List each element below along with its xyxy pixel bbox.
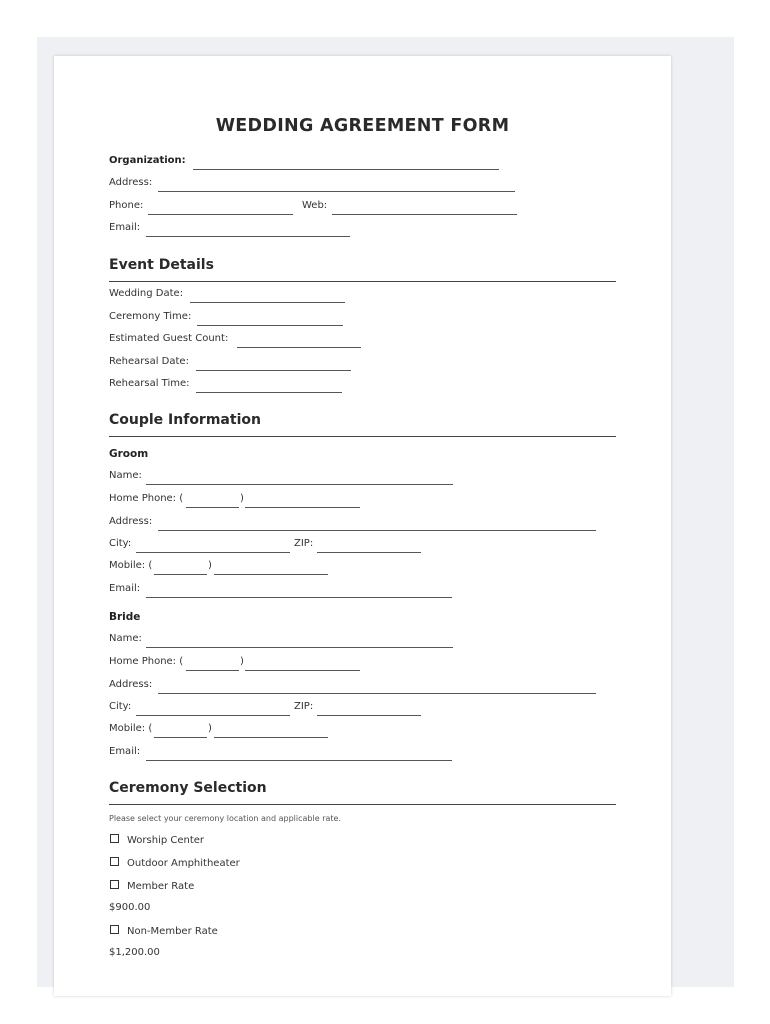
non-member-rate-price: $1,200.00 (109, 947, 160, 958)
bride-mobile-field[interactable] (214, 737, 328, 738)
groom-mobile-field[interactable] (214, 574, 328, 575)
ceremony-note: Please select your ceremony location and applicable rate. (109, 814, 341, 823)
bride-email-field[interactable] (146, 760, 452, 761)
member-rate-price: $900.00 (109, 902, 151, 913)
bride-email-label: Email: (109, 746, 141, 757)
groom-email-label: Email: (109, 583, 141, 594)
form-title: WEDDING AGREEMENT FORM (215, 116, 510, 136)
organization-label: Organization: (109, 155, 186, 166)
rehearsal-date-label: Rehearsal Date: (109, 356, 189, 367)
guest-count-field[interactable] (237, 347, 361, 348)
couple-info-section (109, 412, 616, 437)
bride-home-phone-field[interactable] (245, 670, 360, 671)
ceremony-time-label: Ceremony Time: (109, 311, 192, 322)
bride-city-zip-row (109, 701, 429, 717)
worship-center-checkbox[interactable] (110, 834, 204, 846)
email-label: Email: (109, 222, 141, 233)
bride-city-label: City: (109, 701, 132, 712)
guest-count-label: Estimated Guest Count: (109, 333, 229, 344)
non-member-rate-checkbox[interactable] (110, 925, 218, 937)
rehearsal-time-field[interactable] (196, 392, 342, 393)
ceremony-heading: Ceremony Selection (109, 780, 267, 796)
groom-email-field[interactable] (146, 597, 452, 598)
form-page (54, 56, 671, 996)
event-details-heading: Event Details (109, 257, 214, 273)
non-member-rate-label: Non-Member Rate (127, 926, 218, 937)
phone-label: Phone: (109, 200, 144, 211)
bride-address-field[interactable] (158, 693, 596, 694)
bride-name-label: Name: (109, 633, 142, 644)
wedding-date-field[interactable] (190, 302, 345, 303)
worship-center-label: Worship Center (127, 835, 205, 846)
groom-home-paren: ) (240, 493, 244, 504)
bride-mobile-row (109, 723, 339, 739)
bride-home-phone-label: Home Phone: ( (109, 656, 184, 667)
bride-home-paren: ) (240, 656, 244, 667)
bride-home-phone-row (109, 656, 369, 672)
rehearsal-date-field[interactable] (196, 370, 351, 371)
checkbox-box-icon[interactable] (110, 834, 119, 843)
address-label: Address: (109, 177, 153, 188)
wedding-date-label: Wedding Date: (109, 288, 184, 299)
groom-city-zip-row (109, 538, 429, 554)
email-field[interactable] (146, 236, 350, 237)
groom-home-phone-label: Home Phone: ( (109, 493, 184, 504)
bride-home-area-code-field[interactable] (186, 670, 239, 671)
member-rate-label: Member Rate (127, 881, 195, 892)
couple-info-heading: Couple Information (109, 412, 261, 428)
groom-subheading: Groom (109, 448, 149, 460)
web-field[interactable] (332, 214, 517, 215)
bride-mobile-area-code-field[interactable] (154, 737, 207, 738)
groom-home-area-code-field[interactable] (186, 507, 239, 508)
groom-mobile-area-code-field[interactable] (154, 574, 207, 575)
groom-name-label: Name: (109, 470, 142, 481)
groom-home-phone-row (109, 493, 369, 509)
web-label: Web: (302, 200, 328, 211)
ceremony-section (109, 780, 616, 805)
groom-address-field[interactable] (158, 530, 596, 531)
groom-name-field[interactable] (146, 484, 453, 485)
phone-web-row (109, 200, 529, 216)
organization-field[interactable] (193, 169, 499, 170)
bride-subheading: Bride (109, 611, 141, 623)
bride-name-field[interactable] (146, 647, 453, 648)
groom-home-phone-field[interactable] (245, 507, 360, 508)
groom-zip-field[interactable] (317, 552, 421, 553)
bride-mobile-paren: ) (208, 723, 212, 734)
phone-field[interactable] (148, 214, 293, 215)
event-details-section (109, 257, 616, 282)
bride-zip-label: ZIP: (294, 701, 314, 712)
outdoor-amphitheater-label: Outdoor Amphitheater (127, 858, 240, 869)
ceremony-time-field[interactable] (197, 325, 343, 326)
groom-mobile-paren: ) (208, 560, 212, 571)
groom-mobile-row (109, 560, 339, 576)
groom-mobile-label: Mobile: ( (109, 560, 153, 571)
member-rate-checkbox[interactable] (110, 880, 194, 892)
rehearsal-time-label: Rehearsal Time: (109, 378, 190, 389)
groom-zip-label: ZIP: (294, 538, 314, 549)
groom-city-field[interactable] (136, 552, 290, 553)
bride-city-field[interactable] (136, 715, 290, 716)
checkbox-box-icon[interactable] (110, 925, 119, 934)
groom-city-label: City: (109, 538, 132, 549)
bride-zip-field[interactable] (317, 715, 421, 716)
address-field[interactable] (158, 191, 515, 192)
outdoor-amphitheater-checkbox[interactable] (110, 857, 240, 869)
bride-address-label: Address: (109, 679, 153, 690)
checkbox-box-icon[interactable] (110, 857, 119, 866)
groom-address-label: Address: (109, 516, 153, 527)
checkbox-box-icon[interactable] (110, 880, 119, 889)
bride-mobile-label: Mobile: ( (109, 723, 153, 734)
